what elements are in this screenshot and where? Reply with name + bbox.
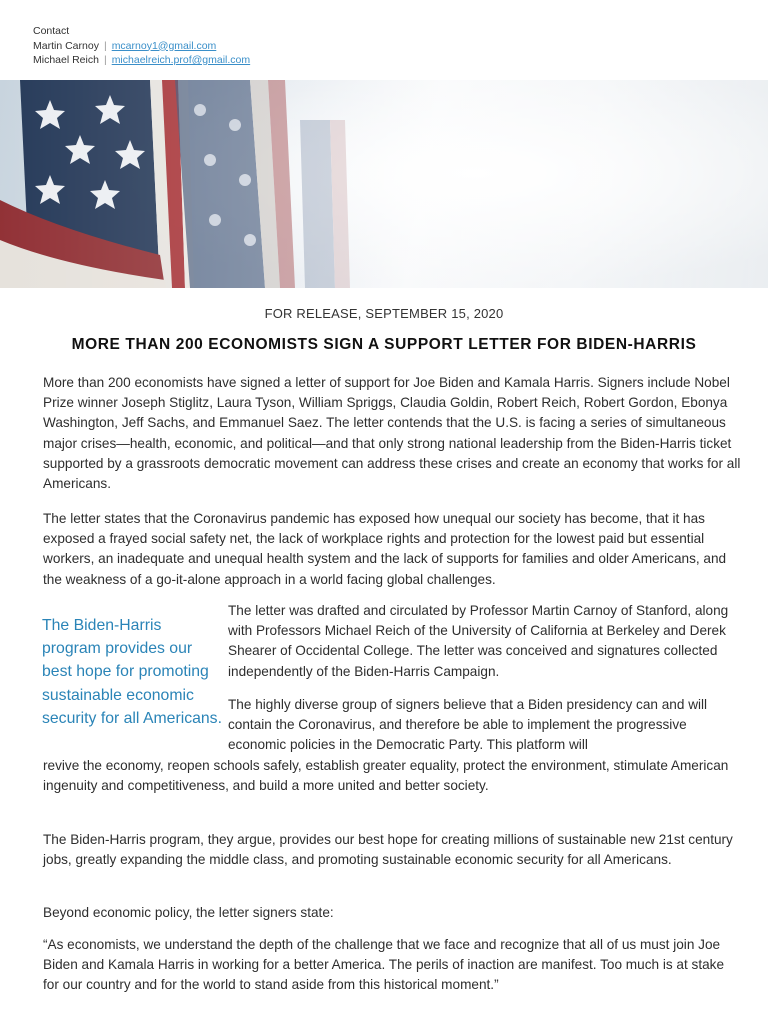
contact-separator: |	[103, 54, 107, 66]
headline: MORE THAN 200 ECONOMISTS SIGN A SUPPORT LETTER FOR BIDEN-HARRIS	[71, 336, 697, 353]
paragraph-6: Beyond economic policy, the letter signers state:	[43, 905, 334, 920]
flag-illustration	[0, 80, 768, 288]
paragraph-2: The letter states that the Coronavirus pandemic has exposed how unequal our society has become, that it has exposed a frayed social safety net, the lack of workplace rights and protection for the lowest paid but essential workers, an inadequate and unequal health system and the lack of supports for families and older Americans, and the weakness of a go-it-alone approach in a world facing global challenges.	[43, 511, 727, 587]
paragraph-1: More than 200 economists have signed a letter of support for Joe Biden and Kamala Harris. Signers include Nobel Prize winner Joseph Stiglitz, Laura Tyson, William Spriggs, Claudia Goldin, Robert Reich, Robert Gordon, Ebonya Washington, Jeff Sachs, and Emmanuel Saez. The letter contends that the U.S. is facing a series of simultaneous major crises—health, economic, and political—and that only strong national leadership from the Biden-Harris ticket supported by a grassroots democratic movement can address these crises and create an economy that works for all Americans.	[43, 375, 741, 492]
contact-heading: Contact	[33, 25, 70, 37]
contact-separator: |	[103, 39, 107, 52]
hero-flag-image	[0, 80, 768, 288]
contact-row	[33, 39, 250, 54]
contact-block	[33, 24, 250, 68]
contact-name: Michael Reich	[33, 54, 99, 66]
paragraph-5: The Biden-Harris program, they argue, provides our best hope for creating millions of sustainable new 21st century jobs, greatly expanding the middle class, and promoting sustainable economic security for all Americans.	[43, 832, 733, 868]
contact-name: Martin Carnoy	[33, 39, 99, 52]
pull-quote: The Biden-Harris program provides our best hope for promoting sustainable economic security for all Americans.	[42, 617, 222, 727]
quote-paragraph: “As economists, we understand the depth of the challenge that we face and recognize that all of us must join Joe Biden and Kamala Harris in working for a better America. The perils of inaction are manifest. Too much is at stake for our country and for the world to stand aside from this historical moment.”	[43, 937, 725, 993]
email-link[interactable]: mcarnoy1@gmail.com	[111, 39, 217, 52]
release-date: FOR RELEASE, SEPTEMBER 15, 2020	[264, 306, 504, 321]
paragraph-4-end: revive the economy, reopen schools safely, establish greater equality, protect the environment, stimulate American ingenuity and competitiveness, and build a more united and better society.	[43, 758, 729, 794]
contact-row	[33, 53, 250, 68]
paragraph-3: The letter was drafted and circulated by Professor Martin Carnoy of Stanford, along with Professors Michael Reich of the University of California at Berkeley and Derek Shearer of Occidental College. The letter was conceived and signatures collected independently of the Biden-Harris Campaign.	[228, 603, 729, 679]
paragraph-4-start: The highly diverse group of signers believe that a Biden presidency can and will contain the Coronavirus, and therefore be able to implement the progressive economic policies in the Democratic Party. This platform will	[228, 697, 708, 753]
email-link[interactable]: michaelreich.prof@gmail.com	[111, 54, 251, 66]
